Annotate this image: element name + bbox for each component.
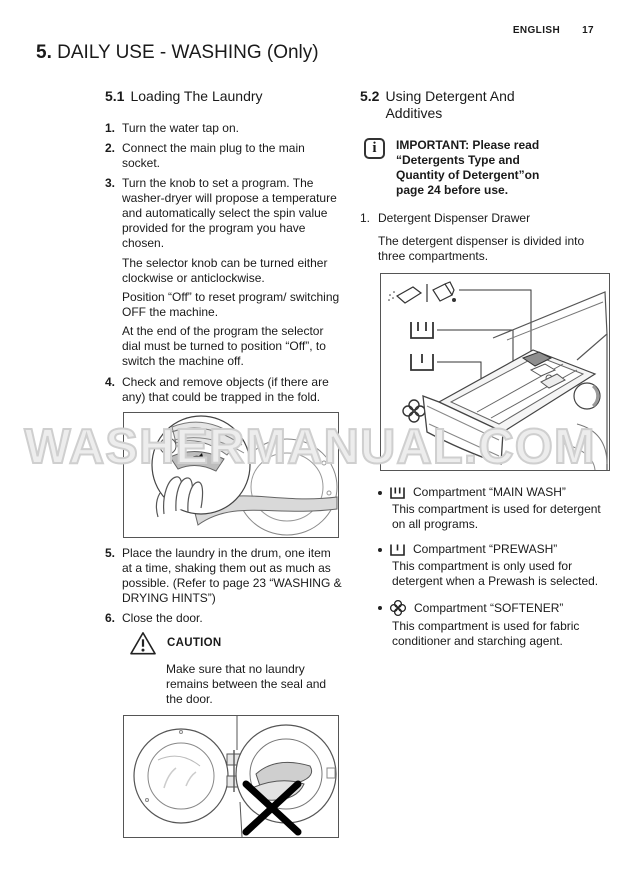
caution-header: [129, 631, 342, 656]
step-text: Close the door.: [122, 611, 203, 625]
compartment-list: [360, 485, 612, 649]
step-text: Place the laundry in the drum, one item at a time, shaking them out as much as possible. (Refer to page 23 “WASHING & DRYING HINTS”): [122, 546, 342, 605]
detergent-drawer-item: [360, 211, 612, 226]
compartment-description: This compartment is used for detergent on all programs.: [392, 502, 601, 531]
compartment-prewash: [360, 542, 612, 589]
caution-block: [129, 631, 342, 707]
compartment-title: Compartment “SOFTENER”: [414, 600, 564, 615]
step-number: 3.: [105, 176, 116, 190]
figure-seal-fold-check: [123, 412, 339, 538]
compartment-softener: [360, 599, 612, 649]
step-number: 1.: [105, 121, 116, 135]
trapped-laundry-illustration: [124, 716, 338, 837]
compartment-title: Compartment “PREWASH”: [413, 542, 558, 556]
step-text: Turn the knob to set a program. The washer-dryer will propose a temperature and automatically select the spin value provided for the program you have chosen.: [122, 176, 337, 250]
dispenser-drawer-illustration: [381, 274, 609, 470]
step-number: 2.: [105, 141, 116, 155]
step-2: [105, 141, 342, 171]
important-note: [364, 138, 612, 198]
page-title-number: 5.: [36, 42, 52, 63]
step-6: [105, 611, 342, 626]
step-number: 4.: [105, 375, 116, 389]
section-number: 5.1: [105, 88, 125, 104]
left-column: [105, 88, 342, 846]
step-3: [105, 176, 342, 251]
bullet-dot: [378, 606, 382, 610]
info-icon: i: [364, 138, 385, 159]
compartment-title: Compartment “MAIN WASH”: [413, 485, 566, 499]
step-text: Connect the main plug to the main socket.: [122, 141, 305, 170]
watermark: WASHERMANUAL.COM: [24, 420, 596, 474]
softener-flower-icon: [403, 400, 425, 422]
section-number: 5.2: [360, 88, 380, 104]
step-3-paragraph: The selector knob can be turned either clockwise or anticlockwise.: [122, 256, 328, 285]
step-5: [105, 546, 342, 606]
page-number: 17: [582, 25, 594, 36]
main-wash-compartment-icon: [389, 486, 406, 500]
compartment-description: This compartment is used for fabric conditioner and starching agent.: [392, 619, 580, 648]
step-1: [105, 121, 342, 136]
softener-flower-icon: [389, 599, 407, 617]
main-wash-compartment-icon: [411, 322, 433, 338]
page-title-text: DAILY USE - WASHING (Only): [57, 42, 319, 63]
language-label: ENGLISH: [512, 25, 561, 36]
figure-trapped-laundry: [123, 715, 339, 838]
step-3-paragraph: Position “Off” to reset program/ switching OFF the machine.: [122, 290, 340, 319]
section-title: Using Detergent And Additives: [385, 88, 515, 121]
bullet-dot: [378, 491, 382, 495]
prewash-compartment-icon: [411, 354, 433, 370]
figure-dispenser-drawer: [380, 273, 610, 471]
important-text: IMPORTANT: Please read “Detergents Type and Quantity of Detergent”on page 24 before use.: [396, 138, 540, 197]
caution-label: CAUTION: [167, 637, 222, 649]
prewash-compartment-icon: [389, 543, 406, 557]
section-title: Loading The Laundry: [130, 88, 263, 104]
section-5-1-heading: [105, 88, 342, 105]
right-column: [360, 88, 612, 659]
compartment-description: This compartment is only used for detergent when a Prewash is selected.: [392, 559, 599, 588]
bullet-dot: [378, 548, 382, 552]
step-number: 5.: [105, 546, 116, 560]
detergent-drawer-text: The detergent dispenser is divided into three compartments.: [378, 234, 585, 263]
warning-triangle-icon: [129, 631, 157, 656]
seal-fold-illustration: [124, 413, 338, 537]
caution-text: Make sure that no laundry remains between the seal and the door.: [166, 662, 327, 706]
page-title: [36, 42, 319, 64]
step-text: Check and remove objects (if there are any) that could be trapped in the fold.: [122, 375, 329, 404]
bullet-row: [378, 542, 612, 557]
liquid-detergent-icon: [433, 282, 456, 302]
item-number: 1.: [360, 211, 371, 225]
step-text: Turn the water tap on.: [122, 121, 239, 135]
page-header: [513, 25, 594, 36]
step-number: 6.: [105, 611, 116, 625]
step-3-paragraph: At the end of the program the selector dial must be turned to position “Off”, to switch the machine off.: [122, 324, 326, 368]
compartment-main-wash: [360, 485, 612, 532]
powder-detergent-icon: [388, 287, 421, 303]
bullet-row: [378, 599, 612, 617]
step-4: [105, 375, 342, 405]
bullet-row: [378, 485, 612, 500]
item-title: Detergent Dispenser Drawer: [378, 211, 531, 225]
section-5-2-heading: [360, 88, 612, 122]
